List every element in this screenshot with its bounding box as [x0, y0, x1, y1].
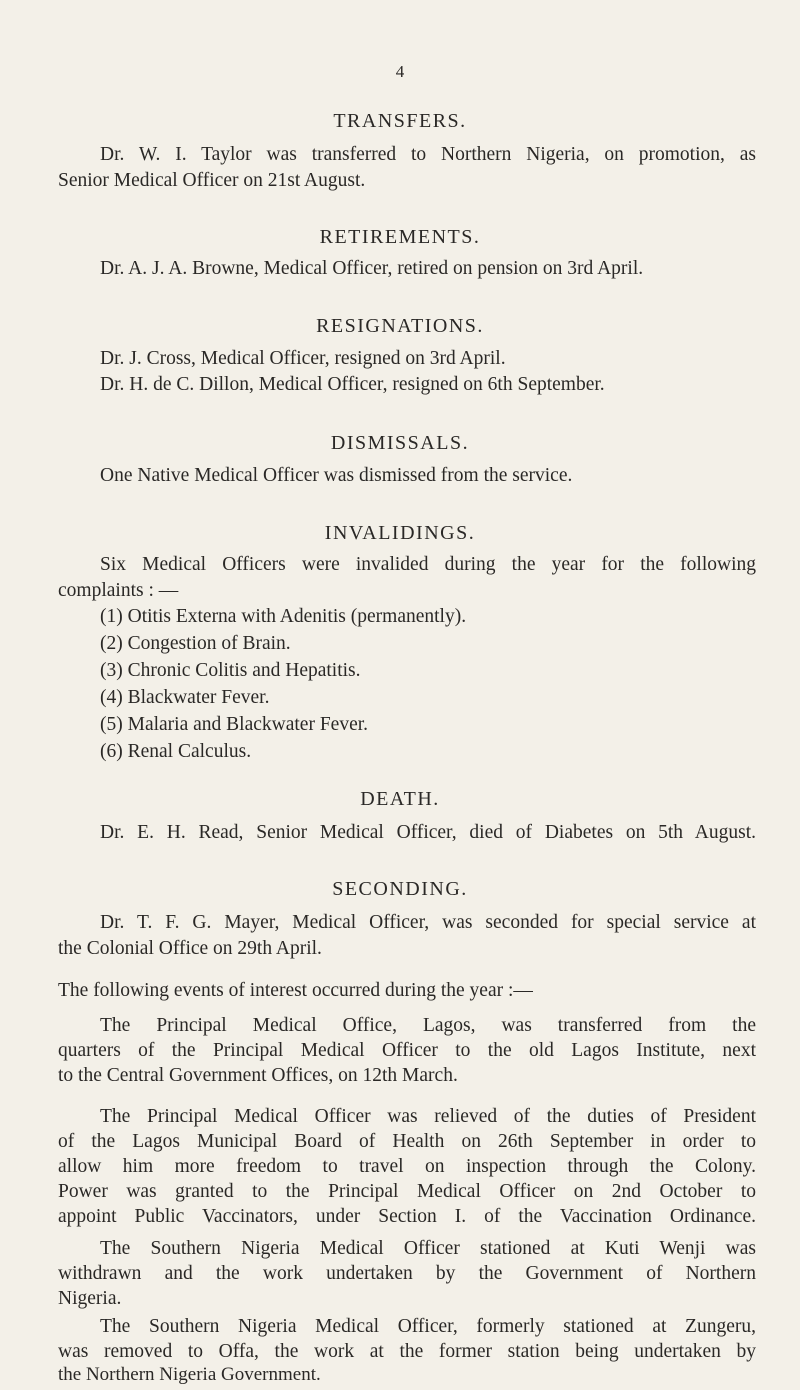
transfers-text-line-1: Dr. W. I. Taylor was transferred to Northern Nigeria, on promotion, as: [100, 144, 756, 165]
events-p3-line: withdrawn and the work undertaken by the Government of Northern: [58, 1263, 756, 1284]
resignation-item: Dr. J. Cross, Medical Officer, resigned on 3rd April.: [100, 348, 506, 369]
events-p3-line: Nigeria.: [58, 1288, 122, 1309]
events-p2-line: allow him more freedom to travel on inspection through the Colony.: [58, 1156, 756, 1177]
invalidings-intro-line-1: Six Medical Officers were invalided during the year for the following: [100, 554, 756, 575]
invaliding-item: (4) Blackwater Fever.: [100, 687, 270, 708]
events-p4-line: was removed to Offa, the work at the former station being undertaken by: [58, 1341, 756, 1362]
seconding-text-line-2: the Colonial Office on 29th April.: [58, 938, 322, 959]
events-intro: The following events of interest occurred during the year :—: [58, 980, 533, 1001]
events-p4-line: The Southern Nigeria Medical Officer, formerly stationed at Zungeru,: [100, 1316, 756, 1337]
events-p2-line: of the Lagos Municipal Board of Health on 26th September in order to: [58, 1131, 756, 1152]
death-text: Dr. E. H. Read, Senior Medical Officer, died of Diabetes on 5th August.: [100, 822, 756, 843]
events-p2-line: appoint Public Vaccinators, under Section I. of the Vaccination Ordinance.: [58, 1206, 756, 1227]
events-p1-line: to the Central Government Offices, on 12th March.: [58, 1065, 458, 1086]
heading-retirements: RETIREMENTS.: [319, 226, 481, 248]
seconding-text-line-1: Dr. T. F. G. Mayer, Medical Officer, was seconded for special service at: [100, 912, 756, 933]
invalidings-intro-line-2: complaints : —: [58, 580, 179, 601]
invaliding-item: (3) Chronic Colitis and Hepatitis.: [100, 660, 361, 681]
page-number: 4: [395, 62, 405, 81]
events-p2-line: The Principal Medical Officer was relieved of the duties of President: [100, 1106, 756, 1127]
invaliding-item: (1) Otitis Externa with Adenitis (permanently).: [100, 606, 467, 627]
invaliding-item: (2) Congestion of Brain.: [100, 633, 291, 654]
heading-resignations: RESIGNATIONS.: [316, 315, 484, 337]
heading-invalidings: INVALIDINGS.: [324, 522, 476, 544]
invaliding-item: (6) Renal Calculus.: [100, 741, 252, 762]
heading-death: DEATH.: [360, 788, 440, 810]
heading-transfers: TRANSFERS.: [333, 110, 467, 132]
events-p1-line: The Principal Medical Office, Lagos, was transferred from the: [100, 1015, 756, 1036]
resignation-item: Dr. H. de C. Dillon, Medical Officer, resigned on 6th September.: [100, 374, 605, 395]
heading-dismissals: DISMISSALS.: [330, 432, 470, 454]
events-p2-line: Power was granted to the Principal Medical Officer on 2nd October to: [58, 1181, 756, 1202]
events-p1-line: quarters of the Principal Medical Officer to the old Lagos Institute, next: [58, 1040, 756, 1061]
invaliding-item: (5) Malaria and Blackwater Fever.: [100, 714, 369, 735]
events-p4-line: the Northern Nigeria Government.: [58, 1364, 321, 1385]
events-p3-line: The Southern Nigeria Medical Officer stationed at Kuti Wenji was: [100, 1238, 756, 1259]
dismissals-text: One Native Medical Officer was dismissed from the service.: [100, 465, 573, 486]
retirements-text: Dr. A. J. A. Browne, Medical Officer, retired on pension on 3rd April.: [100, 258, 644, 279]
heading-seconding: SECONDING.: [332, 878, 468, 900]
transfers-text-line-2: Senior Medical Officer on 21st August.: [58, 170, 366, 191]
